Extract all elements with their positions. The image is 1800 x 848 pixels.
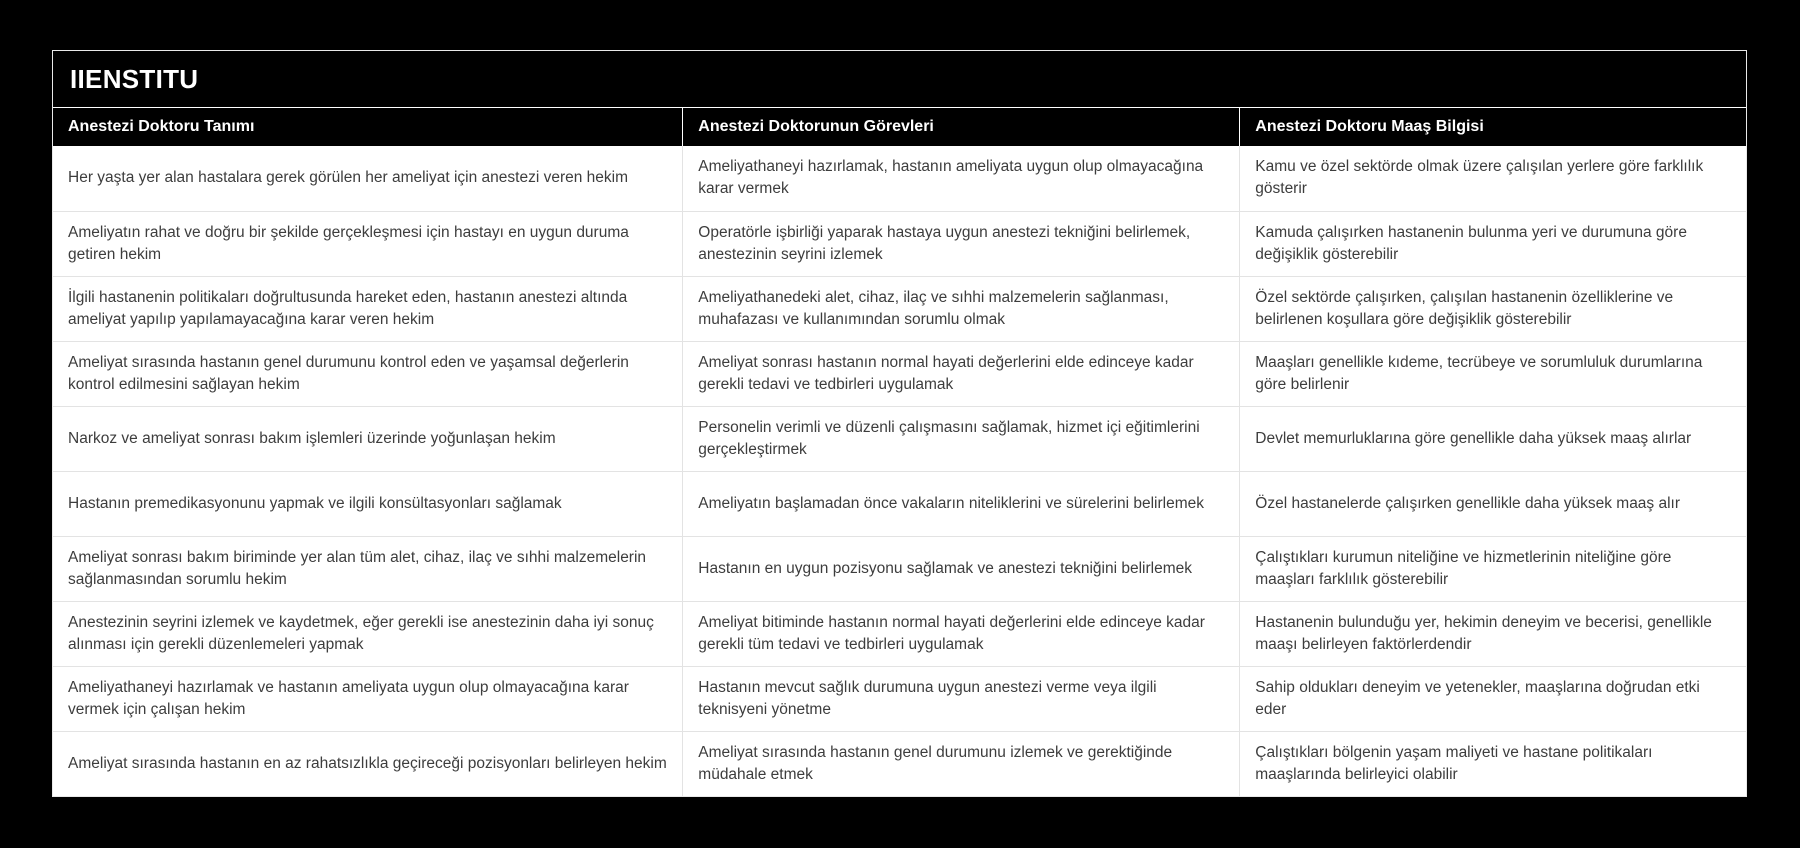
table-cell: Ameliyat sonrası bakım biriminde yer alan tüm alet, cihaz, ilaç ve sıhhi malzemelerin sağlanmasından sorumlu hekim bbox=[53, 536, 683, 601]
table-header-row bbox=[53, 108, 1746, 146]
table-cell: Hastanın en uygun pozisyonu sağlamak ve anestezi tekniğini belirlemek bbox=[683, 536, 1240, 601]
table-cell: Ameliyat bitiminde hastanın normal hayati değerlerini elde edinceye kadar gerekli tüm tedavi ve tedbirleri uygulamak bbox=[683, 601, 1240, 666]
table-body bbox=[53, 146, 1746, 796]
table-row bbox=[53, 471, 1746, 536]
table-cell: Hastanenin bulunduğu yer, hekimin deneyim ve becerisi, genellikle maaşı belirleyen faktörlerdendir bbox=[1240, 601, 1746, 666]
table-row bbox=[53, 341, 1746, 406]
table-row bbox=[53, 666, 1746, 731]
column-header: Anestezi Doktoru Maaş Bilgisi bbox=[1240, 108, 1746, 146]
table-cell: Sahip oldukları deneyim ve yetenekler, maaşlarına doğrudan etki eder bbox=[1240, 666, 1746, 731]
table-cell: Kamu ve özel sektörde olmak üzere çalışılan yerlere göre farklılık gösterir bbox=[1240, 146, 1746, 211]
table-cell: Ameliyatın rahat ve doğru bir şekilde gerçekleşmesi için hastayı en uygun duruma getiren hekim bbox=[53, 211, 683, 276]
table-cell: Çalıştıkları kurumun niteliğine ve hizmetlerinin niteliğine göre maaşları farklılık gösterebilir bbox=[1240, 536, 1746, 601]
table-cell: Ameliyat sırasında hastanın genel durumunu kontrol eden ve yaşamsal değerlerin kontrol edilmesini sağlayan hekim bbox=[53, 341, 683, 406]
table-cell: Özel hastanelerde çalışırken genellikle daha yüksek maaş alır bbox=[1240, 471, 1746, 536]
table-cell: Anestezinin seyrini izlemek ve kaydetmek, eğer gerekli ise anestezinin daha iyi sonuç alınması için gerekli düzenlemeleri yapmak bbox=[53, 601, 683, 666]
table-cell: Narkoz ve ameliyat sonrası bakım işlemleri üzerinde yoğunlaşan hekim bbox=[53, 406, 683, 471]
table-row bbox=[53, 276, 1746, 341]
table-cell: Özel sektörde çalışırken, çalışılan hastanenin özelliklerine ve belirlenen koşullara göre değişiklik gösterebilir bbox=[1240, 276, 1746, 341]
table-cell: Ameliyatın başlamadan önce vakaların niteliklerini ve sürelerini belirlemek bbox=[683, 471, 1240, 536]
table-row bbox=[53, 146, 1746, 211]
table-cell: Kamuda çalışırken hastanenin bulunma yeri ve durumuna göre değişiklik gösterebilir bbox=[1240, 211, 1746, 276]
brand-header bbox=[53, 51, 1746, 108]
column-header: Anestezi Doktorunun Görevleri bbox=[683, 108, 1240, 146]
table-cell: Ameliyat sırasında hastanın genel durumunu izlemek ve gerektiğinde müdahale etmek bbox=[683, 731, 1240, 796]
table-cell: Ameliyathanedeki alet, cihaz, ilaç ve sıhhi malzemelerin sağlanması, muhafazası ve kullanımından sorumlu olmak bbox=[683, 276, 1240, 341]
table-cell: Ameliyathaneyi hazırlamak, hastanın ameliyata uygun olup olmayacağına karar vermek bbox=[683, 146, 1240, 211]
brand-title: IIENSTITU bbox=[70, 63, 199, 94]
content-frame bbox=[52, 50, 1747, 797]
table-cell: Her yaşta yer alan hastalara gerek görülen her ameliyat için anestezi veren hekim bbox=[53, 146, 683, 211]
table-row bbox=[53, 601, 1746, 666]
table-cell: İlgili hastanenin politikaları doğrultusunda hareket eden, hastanın anestezi altında ameliyat yapılıp yapılamayacağına karar veren hekim bbox=[53, 276, 683, 341]
table-cell: Maaşları genellikle kıdeme, tecrübeye ve sorumluluk durumlarına göre belirlenir bbox=[1240, 341, 1746, 406]
table-row bbox=[53, 536, 1746, 601]
table-cell: Çalıştıkları bölgenin yaşam maliyeti ve hastane politikaları maaşlarında belirleyici olabilir bbox=[1240, 731, 1746, 796]
info-table bbox=[53, 108, 1746, 796]
table-row bbox=[53, 211, 1746, 276]
table-cell: Hastanın mevcut sağlık durumuna uygun anestezi verme veya ilgili teknisyeni yönetme bbox=[683, 666, 1240, 731]
table-cell: Ameliyat sonrası hastanın normal hayati değerlerini elde edinceye kadar gerekli tedavi ve tedbirleri uygulamak bbox=[683, 341, 1240, 406]
table-cell: Personelin verimli ve düzenli çalışmasını sağlamak, hizmet içi eğitimlerini gerçekleştirmek bbox=[683, 406, 1240, 471]
column-header: Anestezi Doktoru Tanımı bbox=[53, 108, 683, 146]
table-row bbox=[53, 731, 1746, 796]
table-cell: Operatörle işbirliği yaparak hastaya uygun anestezi tekniğini belirlemek, anestezinin seyrini izlemek bbox=[683, 211, 1240, 276]
table-cell: Ameliyat sırasında hastanın en az rahatsızlıkla geçireceği pozisyonları belirleyen hekim bbox=[53, 731, 683, 796]
table-cell: Devlet memurluklarına göre genellikle daha yüksek maaş alırlar bbox=[1240, 406, 1746, 471]
table-header bbox=[53, 108, 1746, 146]
table-cell: Ameliyathaneyi hazırlamak ve hastanın ameliyata uygun olup olmayacağına karar vermek için çalışan hekim bbox=[53, 666, 683, 731]
table-row bbox=[53, 406, 1746, 471]
table-cell: Hastanın premedikasyonunu yapmak ve ilgili konsültasyonları sağlamak bbox=[53, 471, 683, 536]
